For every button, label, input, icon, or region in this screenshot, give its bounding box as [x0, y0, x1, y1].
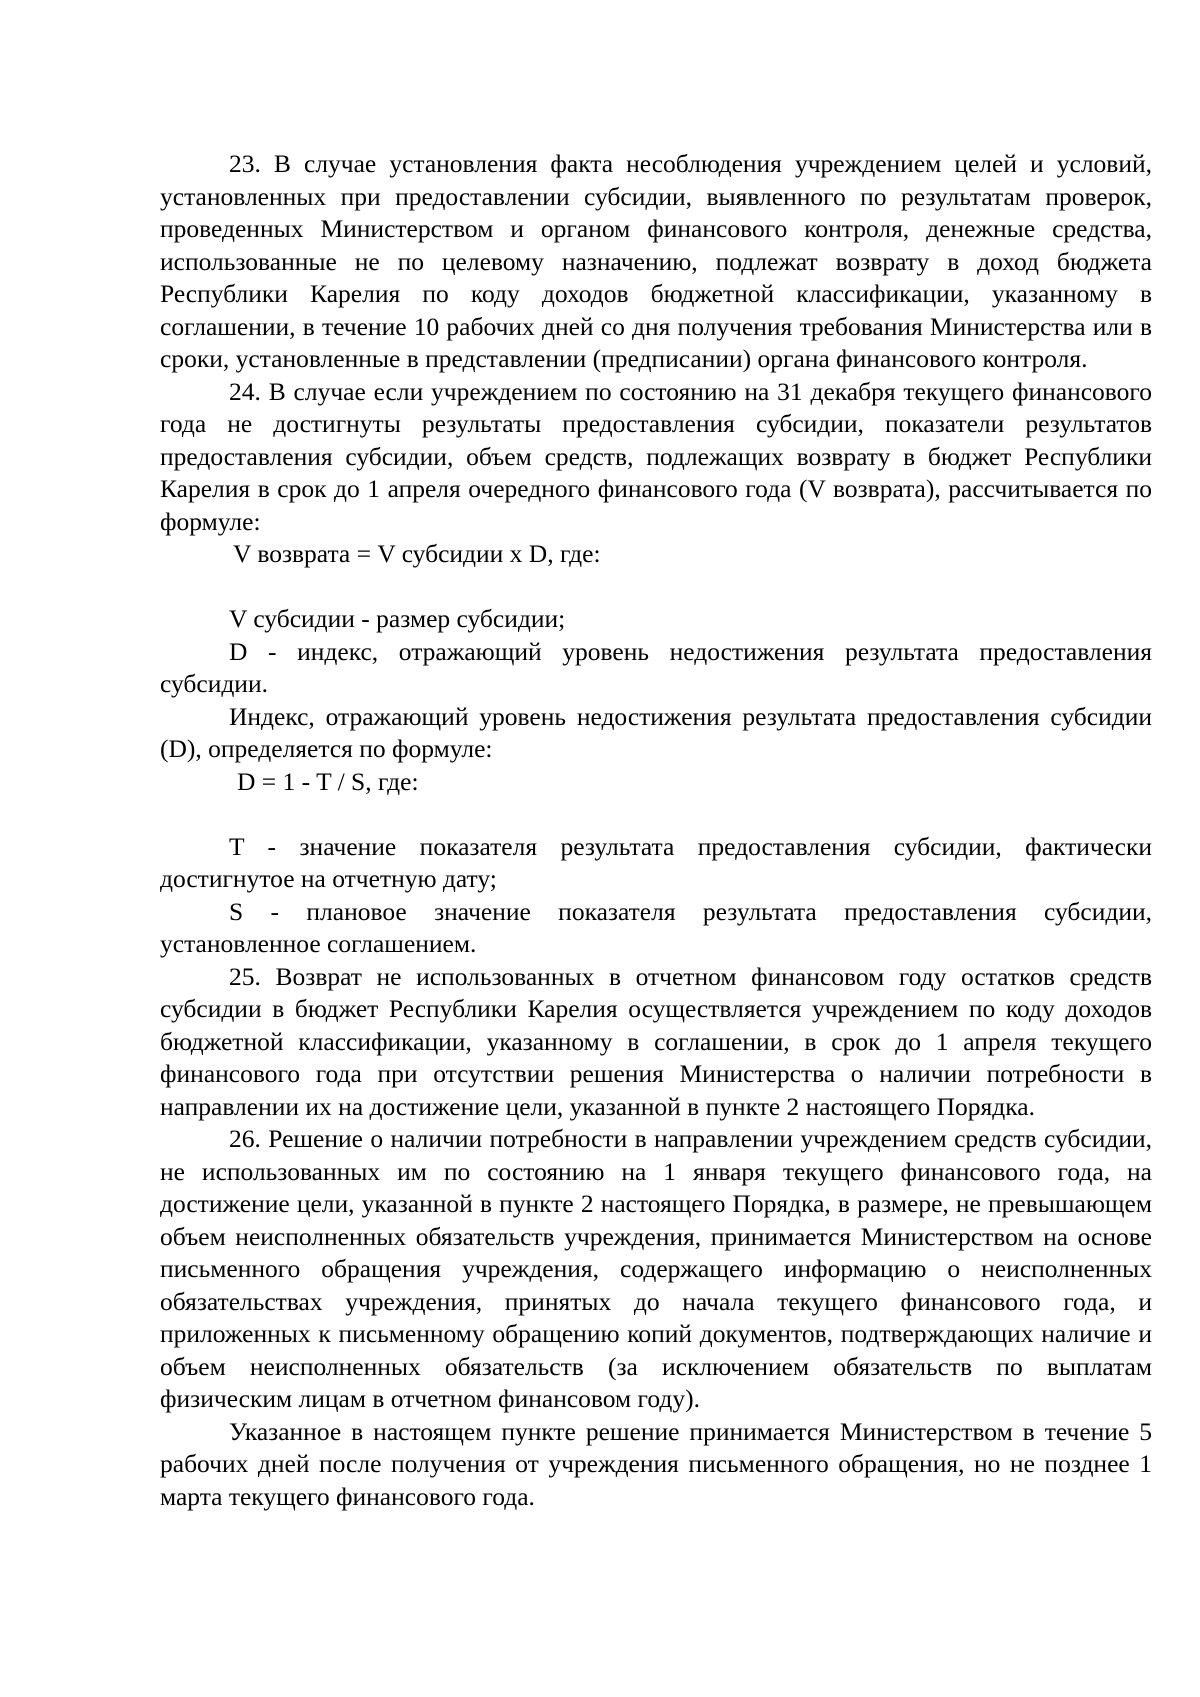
definition-d-index: D - индекс, отражающий уровень недостижения результата предоставления субсидии. [160, 636, 1152, 698]
paragraph-25: 25. Возврат не использованных в отчетном финансовом году остатков средств субсидии в бюджет Республики Карелия осуществляется учреждением по коду доходов бюджетной классификации, указанному в соглашении, в срок до 1 апреля текущего финансового года при отсутствии решения Министерства о наличии потребности в направлении их на достижение цели, указанной в пункте 2 настоящего Порядка. [160, 961, 1152, 1121]
paragraph-26-decision: Указанное в настоящем пункте решение принимается Министерством в течение 5 рабочих дней после получения от учреждения письменного обращения, но не позднее 1 марта текущего финансового года. [160, 1416, 1152, 1511]
definition-t-value: T - значение показателя результата предоставления субсидии, фактически достигнутое на отчетную дату; [160, 831, 1152, 893]
paragraph-26: 26. Решение о наличии потребности в направлении учреждением средств субсидии, не использованных им по состоянию на 1 января текущего финансового года, на достижение цели, указанной в пункте 2 настоящего Порядка, в размере, не превышающем объем неисполненных обязательств учреждения, принимается Министерством на основе письменного обращения учреждения, содержащего информацию о неисполненных обязательствах учреждения, принятых до начала текущего финансового года, и приложенных к письменному обращению копий документов, подтверждающих наличие и объем неисполненных обязательств (за исключением обязательств по выплатам физическим лицам в отчетном финансовом году). [160, 1124, 1152, 1413]
index-intro: Индекс, отражающий уровень недостижения результата предоставления субсидии (D), определяется по формуле: [160, 701, 1152, 763]
definition-s-value: S - плановое значение показателя результата предоставления субсидии, установленное соглашением. [160, 896, 1152, 958]
paragraph-24: 24. В случае если учреждением по состоянию на 31 декабря текущего финансового года не достигнуты результаты предоставления субсидии, показатели результатов предоставления субсидии, объем средств, подлежащих возврату в бюджет Республики Карелия в срок до 1 апреля очередного финансового года (V возврата), рассчитывается по формуле: [160, 376, 1152, 536]
definition-v-subsidy: V субсидии - размер субсидии; [229, 604, 566, 633]
formula-v-return: V возврата = V субсидии x D, где: [233, 539, 601, 568]
document-page [160, 148, 1152, 1513]
formula-d-index: D = 1 - T / S, где: [237, 766, 419, 796]
paragraph-23: 23. В случае установления факта несоблюдения учреждением целей и условий, установленных при предоставлении субсидии, выявленного по результатам проверок, проведенных Министерством и органом финансового контроля, денежные средства, использованные не по целевому назначению, подлежат возврату в доход бюджета Республики Карелия по коду доходов бюджетной классификации, указанному в соглашении, в течение 10 рабочих дней со дня получения требования Министерства или в сроки, установленные в представлении (предписании) органа финансового контроля. [160, 149, 1152, 373]
